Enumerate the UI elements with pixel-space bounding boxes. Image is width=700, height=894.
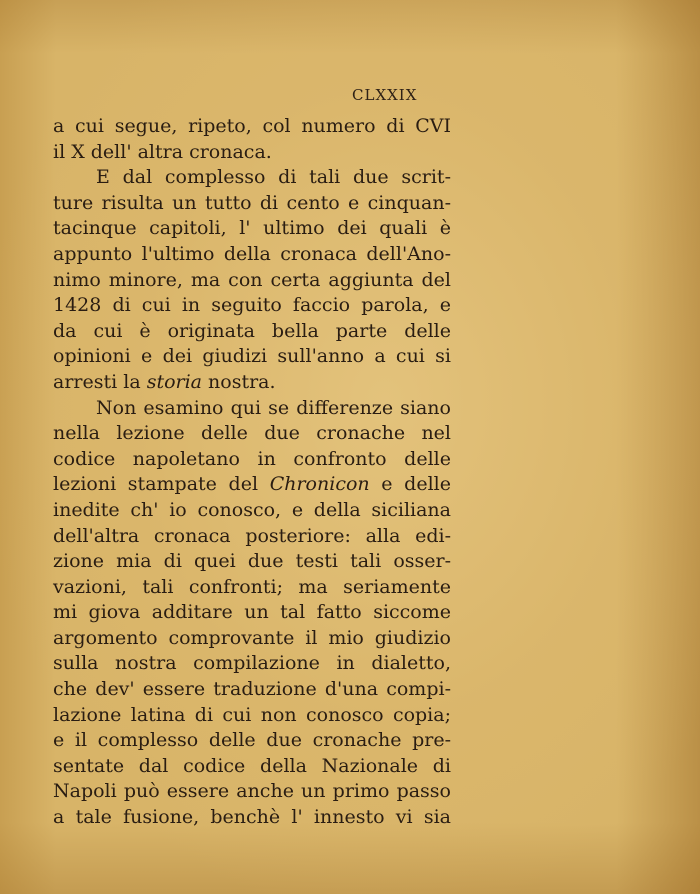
- text-line: da cui è originata bella parte delle: [53, 319, 451, 342]
- text-line: e il complesso delle due cronache pre-: [53, 729, 451, 752]
- text-line: dell'altra cronaca posteriore: alla edi-: [53, 524, 451, 547]
- text-line: sulla nostra compilazione in dialetto,: [53, 652, 451, 675]
- text-line: codice napoletano in confronto delle: [53, 447, 451, 470]
- text-line: lazione latina di cui non conosco copia;: [53, 703, 451, 726]
- text-line: E dal complesso di tali due scrit-: [96, 166, 451, 189]
- text-line: inedite ch' io conosco, e della siciliana: [53, 498, 451, 521]
- text-line: che dev' essere traduzione d'una compi-: [53, 678, 451, 701]
- text-line: sentate dal codice della Nazionale di: [53, 754, 451, 777]
- text-line: ture risulta un tutto di cento e cinquan-: [53, 191, 451, 214]
- text-line: Non esamino qui se differenze siano: [96, 396, 451, 419]
- italic-word: Chronicon: [269, 473, 370, 496]
- text-line: argomento comprovante il mio giudizio: [53, 626, 451, 649]
- italic-word: storia: [146, 370, 202, 393]
- text-line: 1428 di cui in seguito faccio parola, e: [53, 294, 451, 317]
- text-line: mi giova additare un tal fatto siccome: [53, 601, 451, 624]
- text-line: il X dell' altra cronaca.: [53, 140, 272, 163]
- text-run: nostra.: [202, 370, 276, 393]
- body-text: [53, 114, 451, 831]
- text-line: [53, 472, 451, 498]
- text-line: nella lezione delle due cronache nel: [53, 422, 451, 445]
- text-line: a cui segue, ripeto, col numero di CVI: [53, 115, 451, 137]
- text-run: lezioni stampate del: [53, 473, 270, 496]
- text-run: e delle: [369, 473, 451, 496]
- text-line: vazioni, tali confronti; ma seriamente: [53, 575, 451, 598]
- text-line: [53, 370, 451, 396]
- text-run: arresti la: [53, 370, 147, 393]
- text-line: tacinque capitoli, l' ultimo dei quali è: [53, 217, 451, 240]
- running-head-page-number: CLXXIX: [352, 86, 418, 104]
- text-line: zione mia di quei due testi tali osser-: [53, 550, 451, 573]
- text-line: a tale fusione, benchè l' innesto vi sia: [53, 806, 451, 829]
- text-line: Napoli può essere anche un primo passo: [53, 780, 451, 803]
- text-line: nimo minore, ma con certa aggiunta del: [53, 268, 451, 291]
- text-line: appunto l'ultimo della cronaca dell'Ano-: [53, 242, 451, 265]
- text-line: opinioni e dei giudizi sull'anno a cui si: [53, 345, 451, 368]
